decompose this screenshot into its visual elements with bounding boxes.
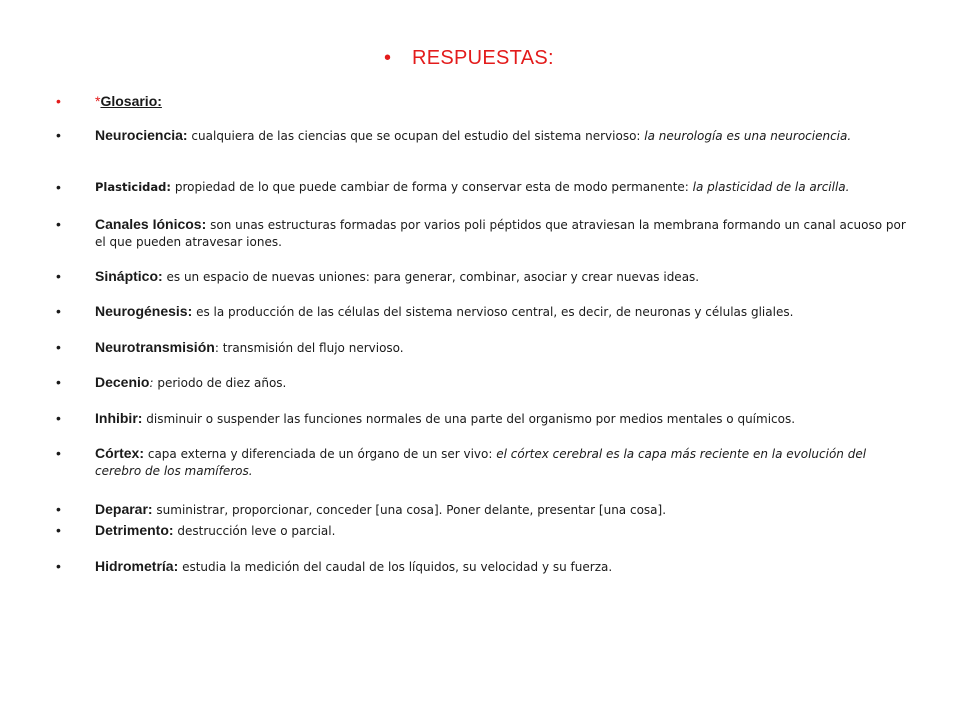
entry-term: Neurotransmisión (95, 339, 215, 355)
entry-definition: destrucción leve o parcial. (177, 524, 336, 538)
entry-content (95, 374, 906, 392)
title-bullet: • (384, 47, 392, 69)
entry-definition: cualquiera de las ciencias que se ocupan del estudio del sistema nervioso: (191, 129, 641, 143)
entry-definition: transmisión del flujo nervioso. (222, 341, 404, 355)
entry-content (95, 179, 906, 196)
entry-term: Sináptico: (95, 268, 163, 284)
entry-content (95, 558, 906, 576)
page-title: RESPUESTAS: (412, 47, 554, 69)
entry-definition: estudia la medición del caudal de los líquidos, su velocidad y su fuerza. (182, 560, 613, 574)
glossary-label: Glosario: (100, 93, 162, 109)
glossary-heading-item (56, 93, 906, 111)
bullet: • (56, 339, 61, 355)
bullet: • (56, 303, 61, 319)
entry-content (95, 410, 906, 428)
entry-term: Inhibir: (95, 410, 143, 426)
entry-separator: : (149, 376, 154, 390)
entry-canales-ionicos (56, 216, 906, 251)
entry-example: la plasticidad de la arcilla. (692, 180, 850, 194)
entry-content (95, 216, 906, 251)
entry-content (95, 522, 906, 540)
entry-term: Córtex: (95, 445, 145, 461)
bullet: • (56, 522, 61, 538)
entry-content (95, 339, 906, 357)
bullet: • (56, 558, 61, 574)
bullet: • (56, 374, 61, 390)
bullet: • (56, 268, 61, 284)
entry-definition: son unas estructuras formadas por varios poli péptidos que atraviesan la membrana formando un canal acuoso por el que pueden atravesar iones. (95, 218, 906, 249)
entry-definition: es la producción de las células del sistema nervioso central, es decir, de neuronas y células gliales. (196, 305, 794, 319)
entry-detrimento (56, 522, 906, 540)
entry-content (95, 127, 906, 145)
entry-term: Canales Iónicos: (95, 216, 207, 232)
entry-term: Plasticidad: (95, 180, 171, 194)
entry-content (95, 445, 906, 480)
bullet: • (56, 216, 61, 232)
entry-neurogenesis (56, 303, 906, 321)
entry-definition: periodo de diez años. (157, 376, 287, 390)
entry-hidrometria (56, 558, 906, 576)
bullet: • (56, 127, 61, 143)
bullet: • (56, 179, 61, 195)
entry-neurociencia (56, 127, 906, 145)
entry-term: Decenio (95, 374, 150, 390)
entry-cortex (56, 445, 906, 480)
entry-plasticidad (56, 179, 906, 196)
title-row (384, 47, 554, 70)
entry-neurotransmision (56, 339, 906, 357)
entry-example: el córtex cerebral es la capa más reciente en la evolución del cerebro de los mamíferos. (95, 447, 867, 478)
entry-definition: disminuir o suspender las funciones normales de una parte del organismo por medios mentales o químicos. (146, 412, 796, 426)
entry-content (95, 268, 906, 286)
entry-term: Deparar: (95, 501, 153, 517)
entry-term: Hidrometría: (95, 558, 179, 574)
entry-separator: : (214, 341, 219, 355)
entry-example: la neurología es una neurociencia. (644, 129, 852, 143)
entry-term: Neurogénesis: (95, 303, 193, 319)
entry-definition: suministrar, proporcionar, conceder [una cosa]. Poner delante, presentar [una cosa]. (156, 503, 667, 517)
entry-content (95, 303, 906, 321)
entry-definition: capa externa y diferenciada de un órgano de un ser vivo: (147, 447, 493, 461)
entry-content (95, 501, 906, 519)
glossary-star: * (95, 93, 101, 109)
entry-term: Detrimento: (95, 522, 174, 538)
entry-term: Neurociencia: (95, 127, 188, 143)
bullet: • (56, 501, 61, 517)
glossary-heading (95, 93, 906, 111)
bullet: • (56, 410, 61, 426)
bullet: • (56, 445, 61, 461)
entry-definition: propiedad de lo que puede cambiar de forma y conservar esta de modo permanente: (174, 180, 689, 194)
bullet: • (56, 93, 61, 109)
entry-inhibir (56, 410, 906, 428)
entry-sinaptico (56, 268, 906, 286)
entry-decenio (56, 374, 906, 392)
entry-definition: es un espacio de nuevas uniones: para generar, combinar, asociar y crear nuevas ideas. (166, 270, 700, 284)
entry-deparar (56, 501, 906, 519)
